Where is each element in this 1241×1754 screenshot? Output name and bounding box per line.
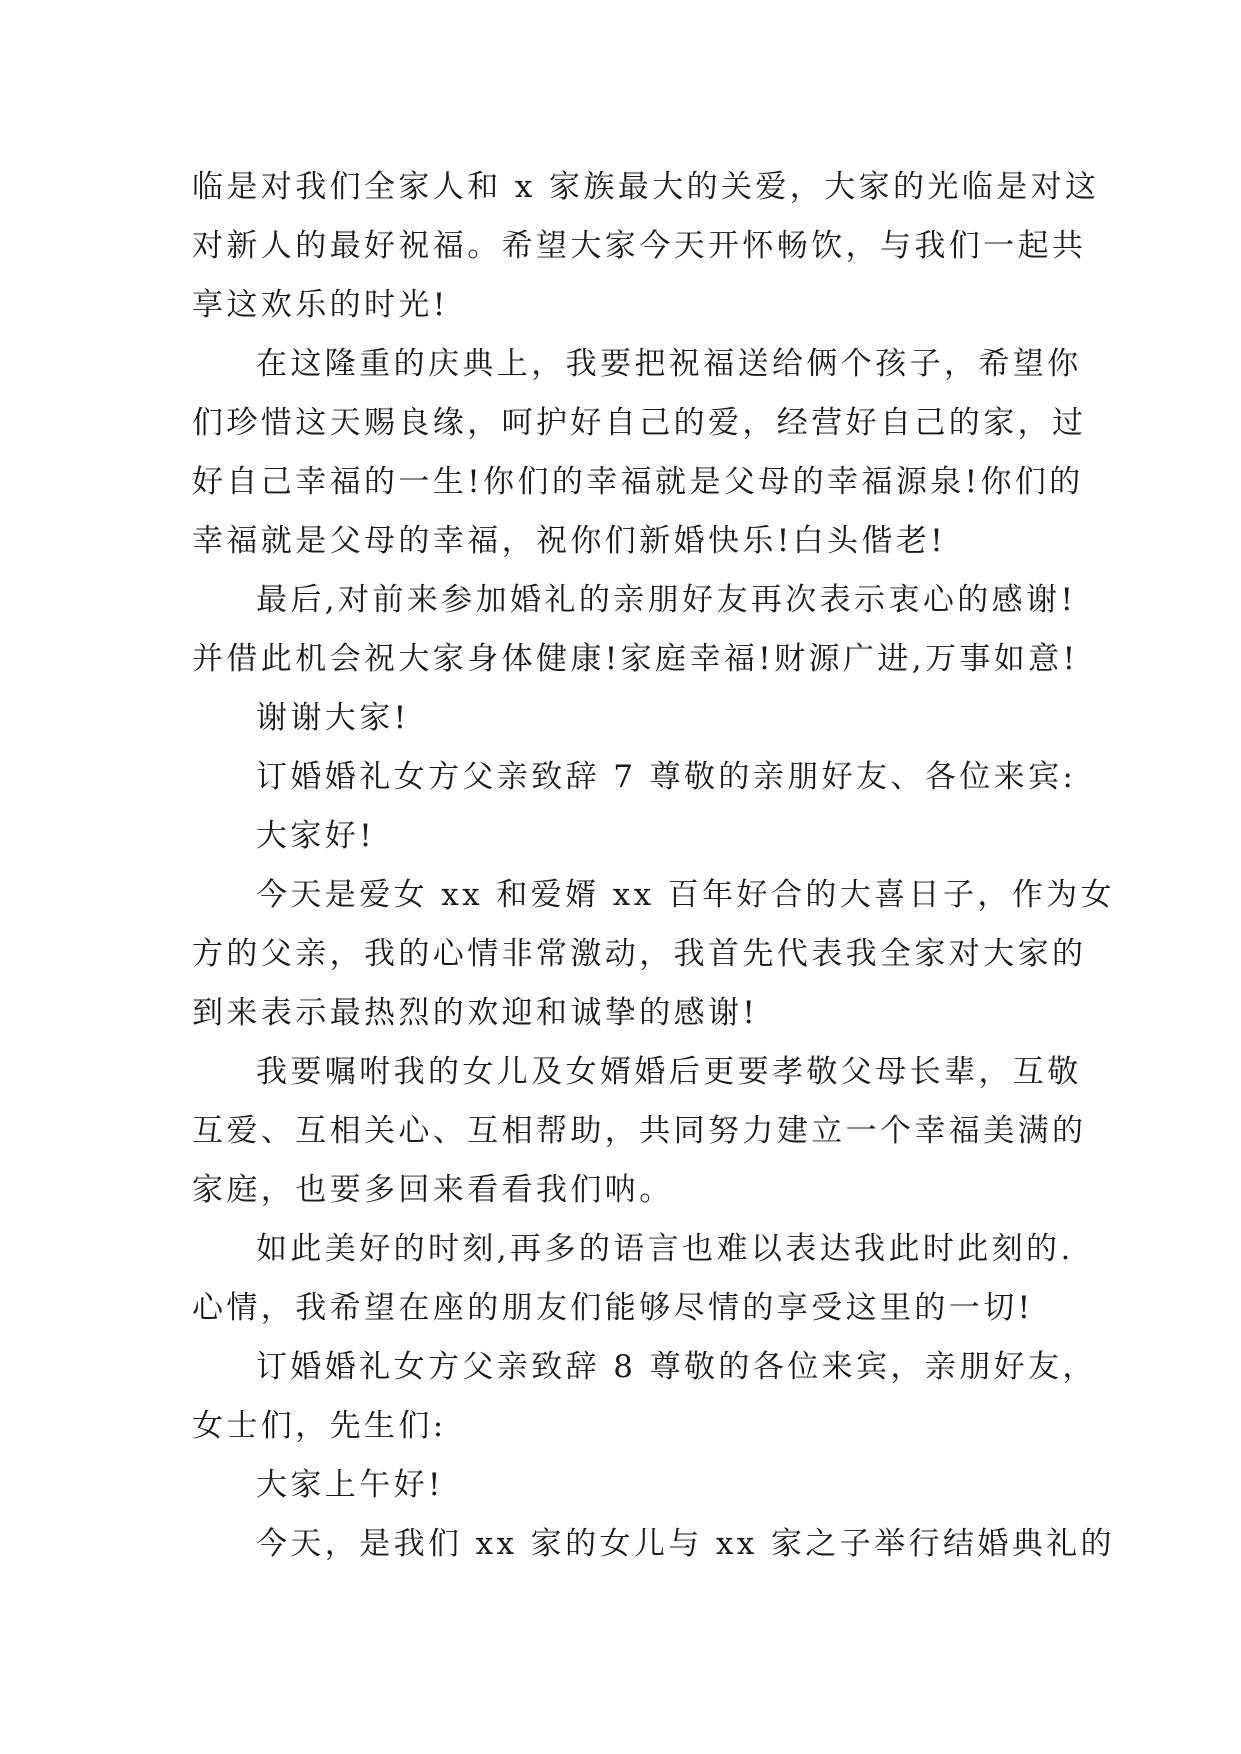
- text-line: 大家好!: [256, 818, 376, 854]
- text-line: 大家上午好!: [256, 1467, 444, 1503]
- text-line: 好自己幸福的一生!你们的幸福就是父母的幸福源泉!你们的: [192, 464, 1084, 500]
- text-line: 今天，是我们 xx 家的女儿与 xx 家之子举行结婚典礼的: [256, 1526, 1115, 1562]
- text-line: 谢谢大家!: [256, 700, 410, 736]
- section-heading: 订婚婚礼女方父亲致辞 7 尊敬的亲朋好友、各位来宾:: [256, 759, 1077, 795]
- text-line: 我要嘱咐我的女儿及女婿婚后更要孝敬父母长辈，互敬: [256, 1054, 1082, 1090]
- text-line: 在这隆重的庆典上，我要把祝福送给俩个孩子，希望你: [256, 346, 1082, 382]
- section-heading: 订婚婚礼女方父亲致辞 8 尊敬的各位来宾，亲朋好友，: [256, 1349, 1097, 1385]
- text-line: 享这欢乐的时光!: [192, 287, 449, 323]
- text-line: 到来表示最热烈的欢迎和诚挚的感谢!: [192, 995, 759, 1031]
- text-line: 们珍惜这天赐良缘，呵护好自己的爱，经营好自己的家，过: [192, 405, 1087, 441]
- text-line: 如此美好的时刻,再多的语言也难以表达我此时此刻的.: [256, 1231, 1074, 1267]
- text-line: 女士们，先生们:: [192, 1408, 447, 1444]
- text-line: 方的父亲，我的心情非常激动，我首先代表我全家对大家的: [192, 936, 1087, 972]
- text-line: 幸福就是父母的幸福，祝你们新婚快乐!白头偕老!: [192, 523, 947, 559]
- text-line: 互爱、互相关心、互相帮助，共同努力建立一个幸福美满的: [192, 1113, 1087, 1149]
- text-line: 对新人的最好祝福。希望大家今天开怀畅饮，与我们一起共: [192, 228, 1087, 264]
- text-line: 并借此机会祝大家身体健康!家庭幸福!财源广进,万事如意!: [192, 641, 1079, 677]
- text-line: 家庭，也要多回来看看我们呐。: [192, 1172, 674, 1208]
- text-line: 今天是爱女 xx 和爱婿 xx 百年好合的大喜日子，作为女: [256, 877, 1115, 913]
- text-line: 心情，我希望在座的朋友们能够尽情的享受这里的一切!: [192, 1290, 1034, 1326]
- text-line: 最后,对前来参加婚礼的亲朋好友再次表示衷心的感谢!: [256, 582, 1077, 618]
- text-line: 临是对我们全家人和 x 家族最大的关爱，大家的光临是对这: [192, 169, 1100, 205]
